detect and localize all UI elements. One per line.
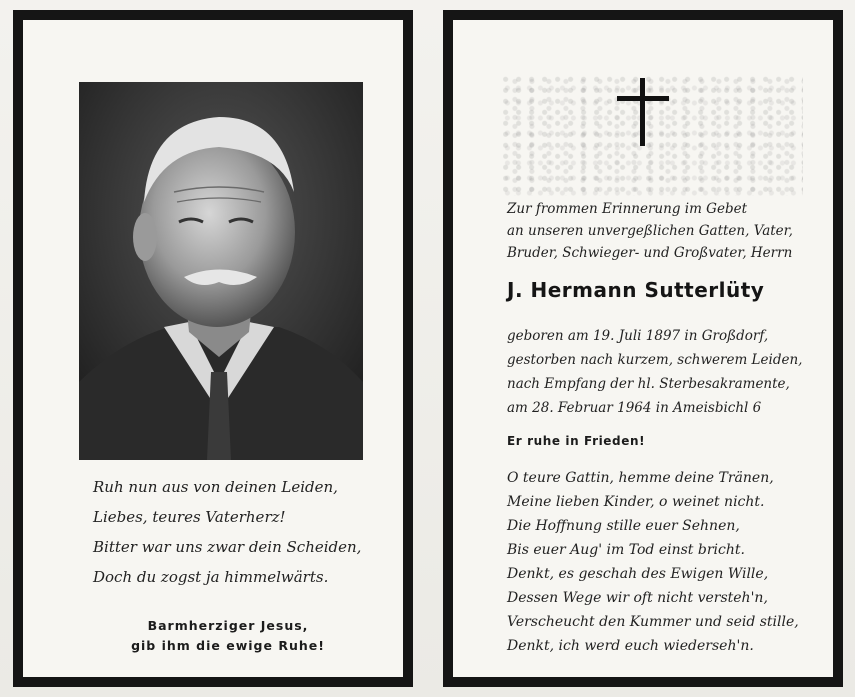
prayer-text <box>23 616 403 656</box>
deceased-name: J. Hermann Sutterlüty <box>507 278 765 302</box>
bio-text <box>507 324 817 420</box>
right-poem-line: Bis euer Aug' im Tod einst bricht. <box>507 542 745 558</box>
bio-line: gestorben nach kurzem, schwerem Leiden, <box>507 352 803 368</box>
left-card <box>13 10 413 687</box>
bio-line: nach Empfang der hl. Sterbesakramente, <box>507 376 790 392</box>
prayer-line: Barmherziger Jesus, <box>147 618 309 633</box>
right-poem-line: Verscheucht den Kummer und seid stille, <box>507 614 799 630</box>
left-poem-line: Bitter war uns zwar dein Scheiden, <box>93 538 362 556</box>
left-poem-line: Liebes, teures Vaterherz! <box>93 508 286 526</box>
portrait-photo <box>79 82 363 460</box>
prayer-line: gib ihm die ewige Ruhe! <box>131 638 325 653</box>
cross-icon <box>613 78 673 150</box>
right-poem-line: Denkt, es geschah des Ewigen Wille, <box>507 566 769 582</box>
left-poem-line: Ruh nun aus von deinen Leiden, <box>93 478 338 496</box>
bio-line: am 28. Februar 1964 in Ameisbichl 6 <box>507 400 762 416</box>
left-poem <box>93 472 393 592</box>
right-poem-line: Die Hoffnung stille euer Sehnen, <box>507 518 740 534</box>
right-poem-line: Denkt, ich werd euch wiederseh'n. <box>507 638 754 654</box>
right-poem-line: Dessen Wege wir oft nicht versteh'n, <box>507 590 768 606</box>
right-poem-line: Meine lieben Kinder, o weinet nicht. <box>507 494 765 510</box>
right-card <box>443 10 843 687</box>
intro-line: an unseren unvergeßlichen Gatten, Vater, <box>507 223 793 239</box>
right-poem <box>507 466 827 658</box>
rest-in-peace: Er ruhe in Frieden! <box>507 434 646 448</box>
bio-line: geboren am 19. Juli 1897 in Großdorf, <box>507 328 769 344</box>
intro-line: Zur frommen Erinnerung im Gebet <box>507 201 747 217</box>
intro-line: Bruder, Schwieger- und Großvater, Herrn <box>507 245 793 261</box>
intro-text <box>507 198 807 264</box>
left-poem-line: Doch du zogst ja himmelwärts. <box>93 568 329 586</box>
right-poem-line: O teure Gattin, hemme deine Tränen, <box>507 470 774 486</box>
